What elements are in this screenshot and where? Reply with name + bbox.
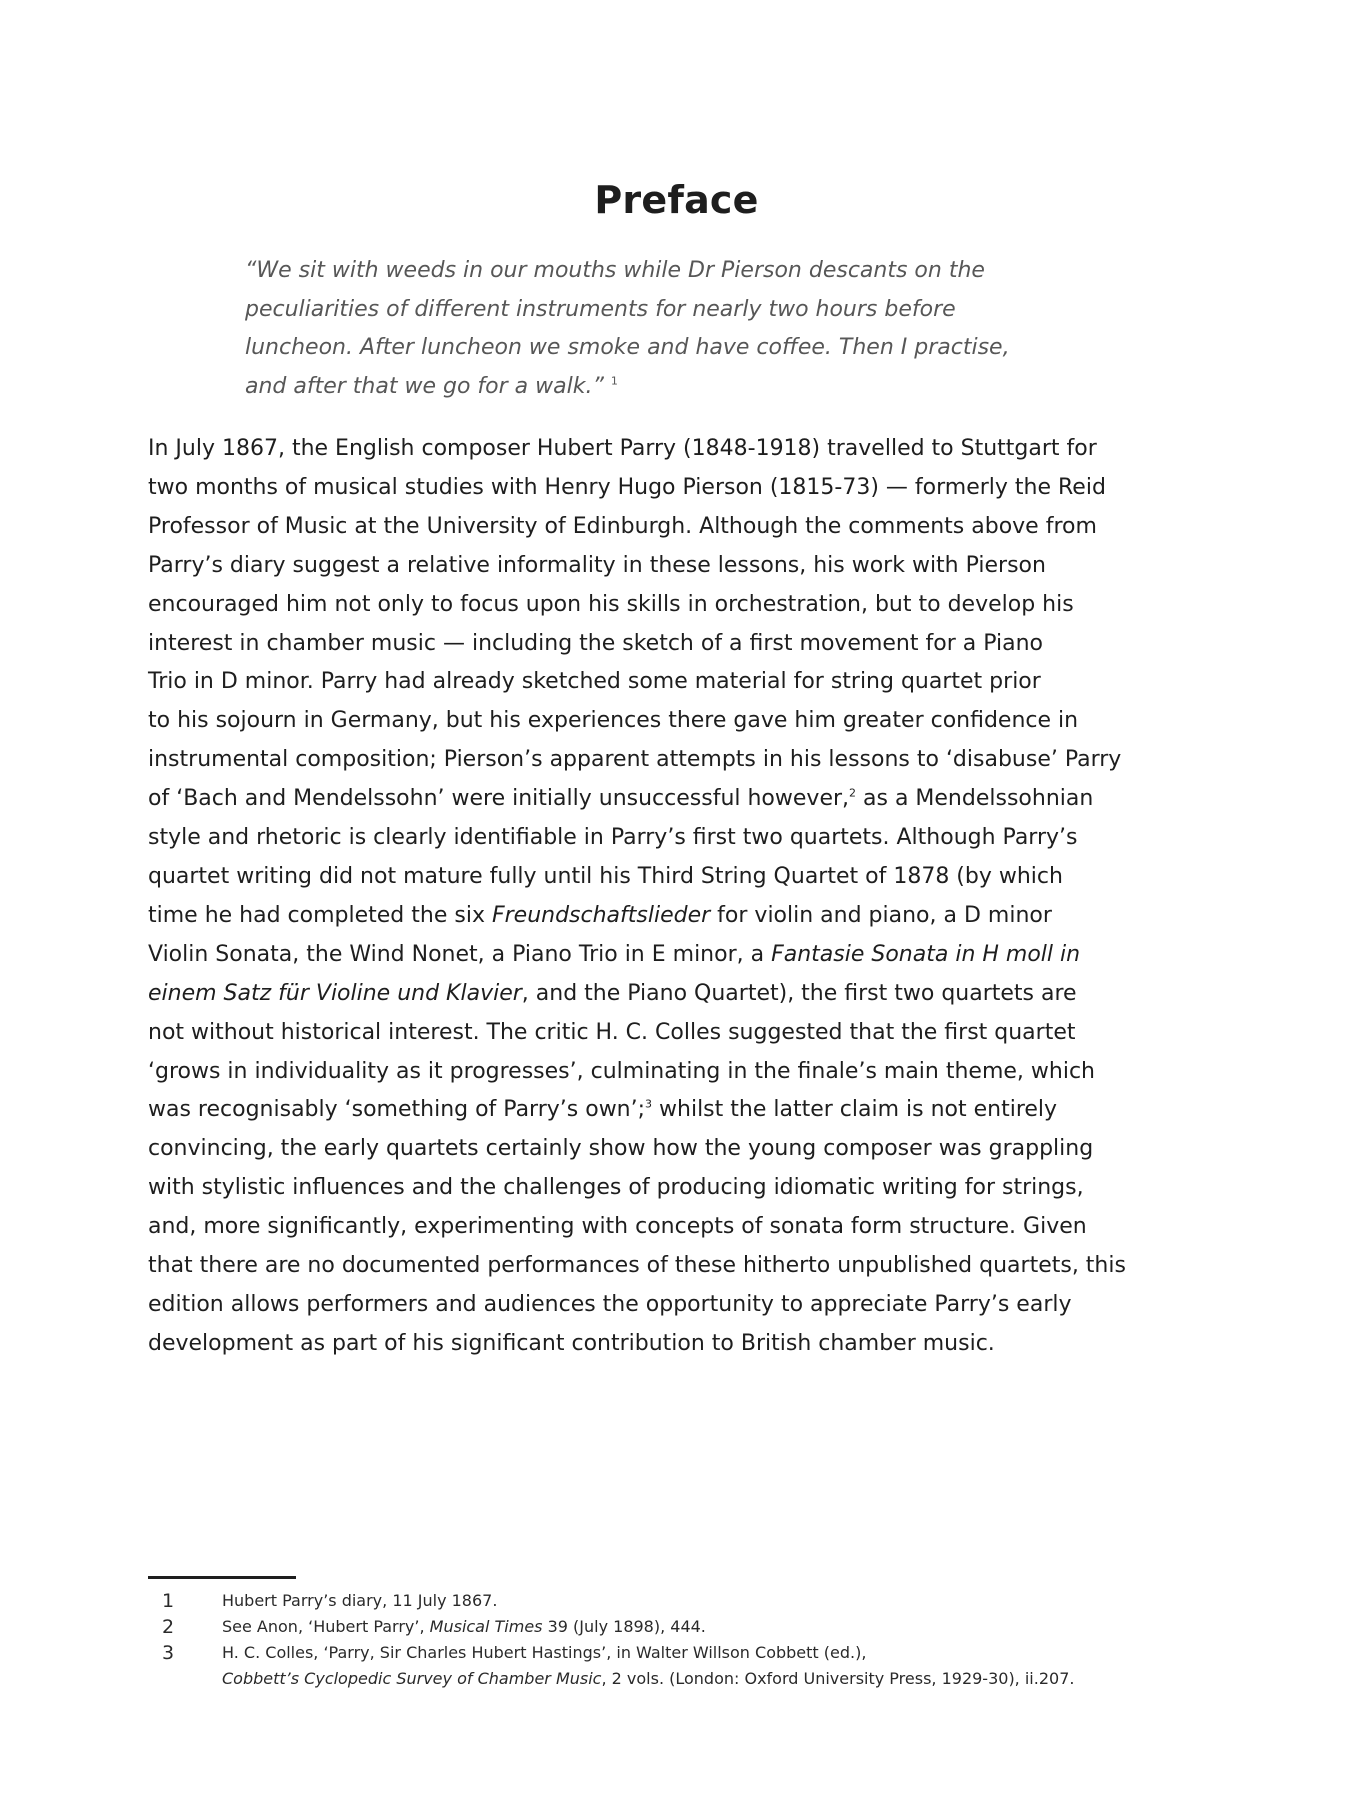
- footnote-number: 1: [162, 1590, 175, 1612]
- footnote-text-run: 39 (July 1898), 444.: [542, 1617, 706, 1636]
- body-line: that there are no documented performances of these hitherto unpublished quartets, this: [148, 1253, 1126, 1279]
- footnote-text: H. C. Colles, ‘Parry, Sir Charles Hubert Hastings’, in Walter Willson Cobbett (ed.),: [222, 1643, 867, 1662]
- body-line: development as part of his significant contribution to British chamber music.: [148, 1330, 995, 1356]
- body-line: [148, 1091, 1208, 1130]
- footnote-text: [222, 1666, 1248, 1692]
- footnote-number: 3: [162, 1642, 175, 1664]
- body-line: edition allows performers and audiences the opportunity to appreciate Parry’s early: [148, 1291, 1072, 1317]
- footnote-ref-1[interactable]: 1: [610, 374, 618, 388]
- body-line: ‘grows in individuality as it progresses’, culminating in the finale’s main theme, which: [148, 1058, 1095, 1084]
- footnote-text: [222, 1614, 1248, 1640]
- body-paragraph: [148, 430, 1208, 1364]
- body-line: [148, 936, 1208, 975]
- body-line: and, more significantly, experimenting with concepts of sonata form structure. Given: [148, 1214, 1087, 1240]
- page-title: Preface: [594, 178, 759, 222]
- body-text-run: , and the Piano Quartet), the first two quartets are: [521, 980, 1077, 1006]
- footnote-text-run: See Anon, ‘Hubert Parry’,: [222, 1617, 430, 1636]
- body-text-run: was recognisably ‘something of Parry’s own’;: [148, 1097, 646, 1123]
- journal-title: Musical Times: [429, 1617, 543, 1636]
- body-line: with stylistic influences and the challenges of producing idiomatic writing for strings,: [148, 1175, 1084, 1201]
- footnote-number: 2: [162, 1616, 175, 1638]
- footnote-3: [148, 1640, 1248, 1692]
- body-line: Trio in D minor. Parry had already sketched some material for string quartet prior: [148, 669, 1041, 695]
- footnote-1: [148, 1588, 1248, 1614]
- body-line: not without historical interest. The critic H. C. Colles suggested that the first quartet: [148, 1019, 1076, 1045]
- body-text-run: as a Mendelssohnian: [856, 786, 1094, 812]
- body-line: In July 1867, the English composer Hubert Parry (1848-1918) travelled to Stuttgart for: [148, 436, 1097, 461]
- body-line: [148, 897, 1208, 936]
- body-line: quartet writing did not mature fully until his Third String Quartet of 1878 (by which: [148, 863, 1063, 889]
- body-line: Professor of Music at the University of Edinburgh. Although the comments above from: [148, 513, 1097, 539]
- footnote-ref-2[interactable]: 2: [849, 786, 857, 800]
- body-line: Parry’s diary suggest a relative informality in these lessons, his work with Pierson: [148, 552, 1046, 578]
- footnote-2: [148, 1614, 1248, 1640]
- epigraph-line: peculiarities of different instruments for nearly two hours before: [245, 296, 956, 322]
- footnote-text: Hubert Parry’s diary, 11 July 1867.: [222, 1591, 498, 1610]
- footnote-text-run: , 2 vols. (London: Oxford University Press, 1929-30), ii.207.: [601, 1669, 1075, 1688]
- body-line: to his sojourn in Germany, but his experiences there gave him greater confidence in: [148, 708, 1079, 734]
- footnote-divider: [148, 1576, 296, 1579]
- body-line: instrumental composition; Pierson’s apparent attempts in his lessons to ‘disabuse’ Parry: [148, 747, 1122, 773]
- work-title-freundschaftslieder: Freundschaftslieder: [491, 902, 711, 928]
- work-title-fantasie-sonata-cont: einem Satz für Violine und Klavier: [148, 980, 522, 1006]
- book-title: Cobbett’s Cyclopedic Survey of Chamber Music: [222, 1669, 602, 1688]
- epigraph-line: “We sit with weeds in our mouths while Dr Pierson descants on the: [245, 258, 985, 283]
- body-line: encouraged him not only to focus upon his skills in orchestration, but to develop his: [148, 591, 1074, 617]
- epigraph-line-text: and after that we go for a walk.”: [245, 373, 604, 399]
- body-line: interest in chamber music — including the sketch of a first movement for a Piano: [148, 630, 1043, 656]
- body-line: convincing, the early quartets certainly show how the young composer was grappling: [148, 1136, 1094, 1162]
- epigraph-quote: [245, 252, 1085, 406]
- body-text-run: of ‘Bach and Mendelssohn’ were initially unsuccessful however,: [148, 786, 850, 812]
- body-line: style and rhetoric is clearly identifiable in Parry’s first two quartets. Although Parry’s: [148, 825, 1078, 851]
- footnotes: [148, 1588, 1248, 1692]
- body-text-run: time he had completed the six: [148, 902, 492, 928]
- body-text-run: Violin Sonata, the Wind Nonet, a Piano Trio in E minor, a: [148, 941, 772, 967]
- body-line: two months of musical studies with Henry Hugo Pierson (1815-73) — formerly the Reid: [148, 474, 1106, 500]
- footnote-ref-3[interactable]: 3: [645, 1098, 653, 1112]
- work-title-fantasie-sonata: Fantasie Sonata in H moll in: [771, 941, 1081, 967]
- epigraph-line: luncheon. After luncheon we smoke and have coffee. Then I practise,: [245, 335, 1010, 360]
- body-line: [148, 780, 1208, 819]
- epigraph-line-last: [245, 368, 1085, 407]
- body-line: [148, 975, 1208, 1014]
- body-text-run: for violin and piano, a D minor: [710, 902, 1052, 928]
- body-text-run: whilst the latter claim is not entirely: [652, 1097, 1058, 1123]
